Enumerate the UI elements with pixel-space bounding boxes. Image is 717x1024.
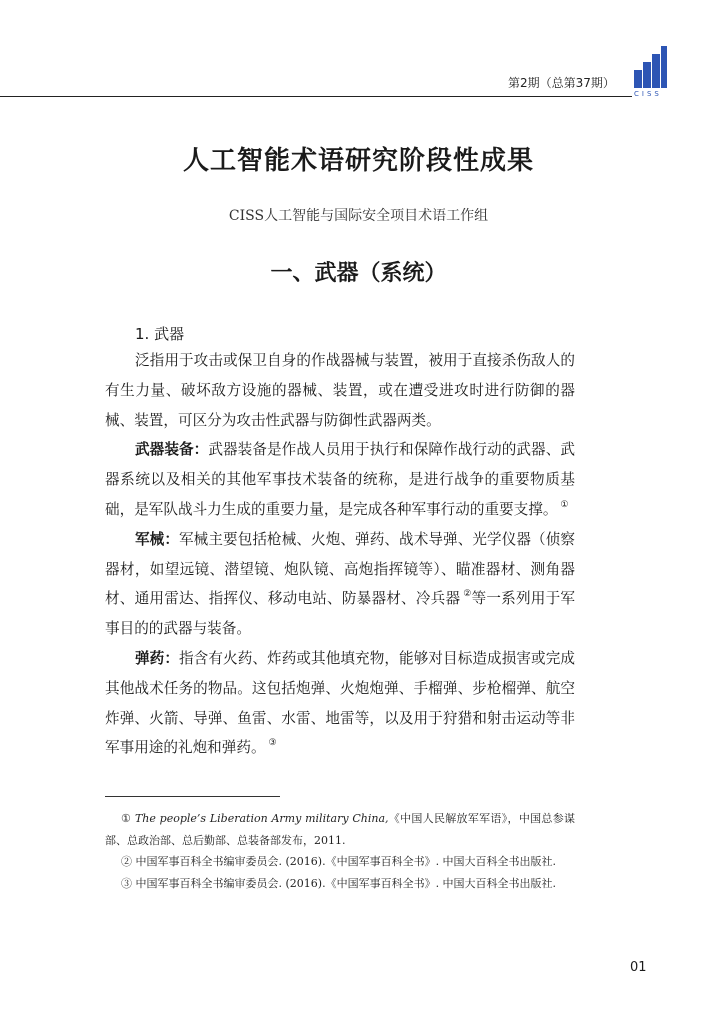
- logo-text: CISS: [634, 90, 662, 98]
- footnote-text: 中国军事百科全书编审委员会. (2016).《中国军事百科全书》. 中国大百科全书出版社.: [135, 876, 557, 890]
- entry-text: 军械主要包括枪械、火炮、弹药、战术导弹、光学仪器（侦察器材，如望远镜、潜望镜、炮队镜、高炮指挥镜等）、瞄准器材、测角器材、通用雷达、指挥仪、移动电站、防暴器材、冷兵器: [105, 530, 575, 608]
- page-number: 01: [630, 960, 647, 975]
- entry-text-continued: 等一系列用于军事目的的武器与装备。: [105, 590, 575, 638]
- footnote: [105, 851, 575, 873]
- footnote: [105, 873, 575, 895]
- logo-bar: [661, 46, 667, 88]
- footnote-rule: [105, 796, 280, 797]
- entry-text: 指含有火药、炸药或其他填充物，能够对目标造成损害或完成其他战术任务的物品。这包括炮弹、火炮炮弹、手榴弹、步枪榴弹、航空炸弹、火箭、导弹、鱼雷、水雷、地雷等，以及用于狩猎和射击运动等非军事用途的礼炮和弹药。: [105, 649, 575, 757]
- footnote-number: ①: [121, 812, 132, 825]
- article-subtitle: CISS人工智能与国际安全项目术语工作组: [228, 208, 489, 224]
- footnote-number: ②: [121, 855, 132, 868]
- term-heading: 1. 武器: [135, 325, 185, 343]
- issue-label: 第2期（总第37期）: [508, 76, 615, 90]
- footnote-mark[interactable]: ①: [560, 499, 569, 510]
- footnote-italic-source: The people’s Liberation Army military China,: [134, 812, 389, 825]
- header-rule: [0, 96, 632, 97]
- ciss-logo: [632, 48, 668, 98]
- logo-bar: [634, 70, 642, 88]
- entry-text: 武器装备是作战人员用于执行和保障作战行动的武器、武器系统以及相关的其他军事技术装备的统称，是进行战争的重要物质基础，是军队战斗力生成的重要力量，是完成各种军事行动的重要支撑。: [105, 441, 575, 518]
- logo-bar: [652, 54, 660, 88]
- footnote-number: ③: [121, 876, 132, 890]
- entry-term: 武器装备：: [135, 441, 209, 459]
- footnote-mark[interactable]: ②: [463, 589, 472, 600]
- footnotes: [105, 808, 575, 894]
- entry-paragraph: [105, 525, 575, 644]
- intro-paragraph: 泛指用于攻击或保卫自身的作战器械与装置，被用于直接杀伤敌人的有生力量、破坏敌方设施的器械、装置，或在遭受进攻时进行防御的器械、装置，可区分为攻击性武器与防御性武器两类。: [105, 352, 575, 429]
- article-body: [105, 346, 575, 763]
- footnote-text: 中国军事百科全书编审委员会. (2016).《中国军事百科全书》. 中国大百科全书出版社.: [135, 855, 557, 868]
- article-title: 人工智能术语研究阶段性成果: [182, 146, 534, 176]
- section-title: 一、武器（系统）: [270, 261, 447, 286]
- footnote: [105, 808, 575, 851]
- entry-term: 军械：: [135, 530, 180, 548]
- entry-term: 弹药：: [135, 649, 180, 667]
- logo-bar: [643, 62, 651, 88]
- entry-paragraph: [105, 435, 575, 524]
- footnote-text: 《中国人民解放军军语》，中国总参谋部、总政治部、总后勤部、总装备部发布，2011.: [105, 812, 575, 847]
- footnote-mark[interactable]: ③: [268, 738, 277, 749]
- entry-paragraph: [105, 644, 575, 763]
